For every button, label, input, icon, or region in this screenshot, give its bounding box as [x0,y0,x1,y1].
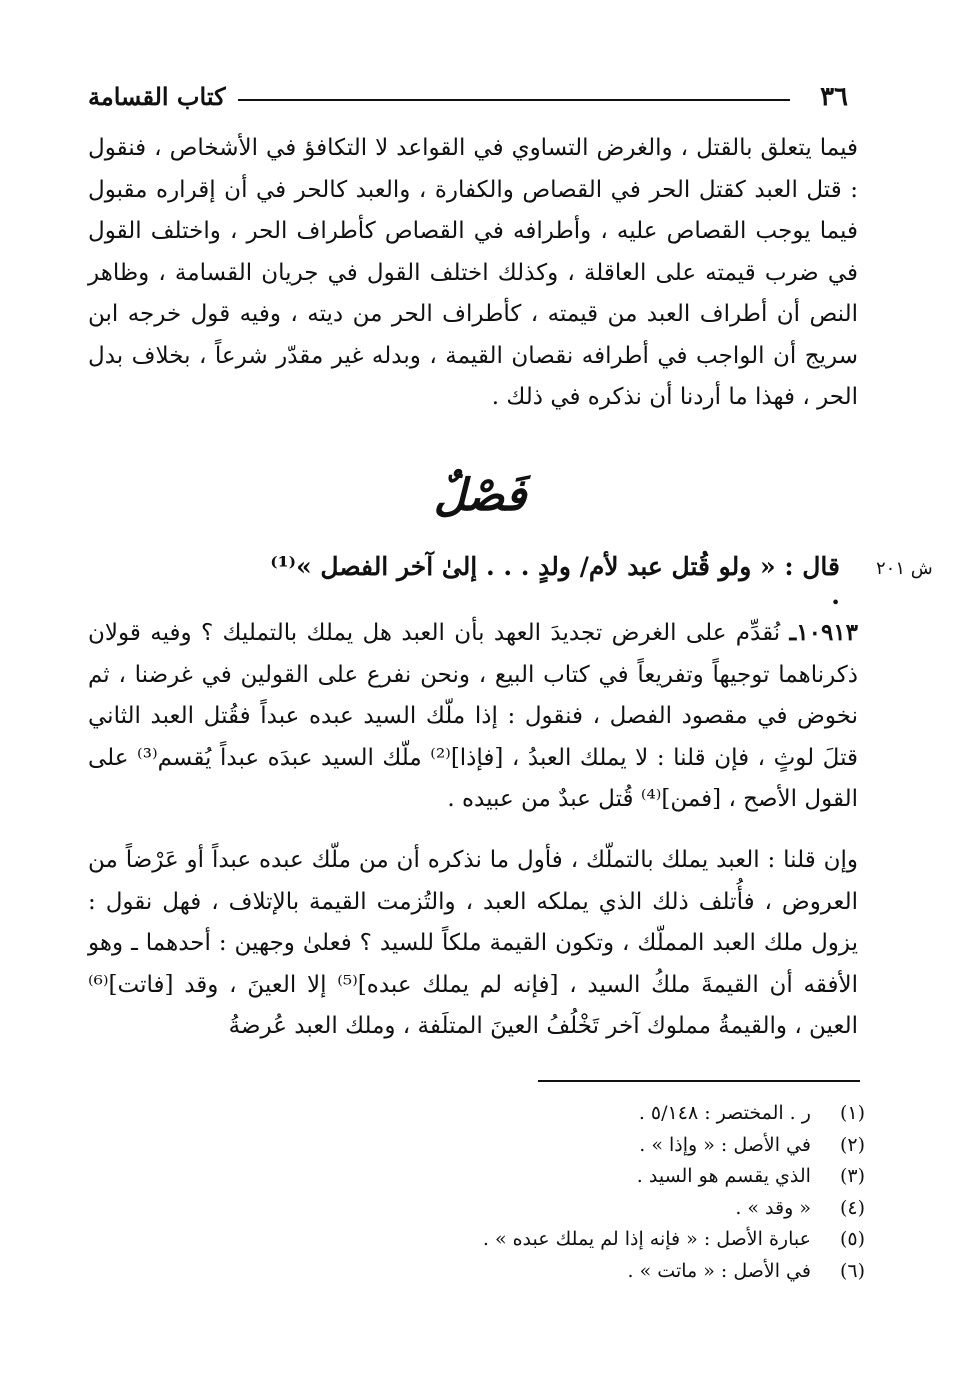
footnote-5 [400,1224,865,1256]
footnote-text: في الأصل : « وإذا » . [639,1133,811,1156]
footnote-6 [400,1256,865,1288]
running-title: كتاب القسامة [88,82,226,111]
footnote-text: الذي يقسم هو السيد . [636,1165,811,1187]
footnote-text: « وقد » . [735,1196,811,1219]
footnote-2 [400,1130,865,1162]
footnote-text: في الأصل : « ماتت » . [627,1259,811,1282]
footnote-number: (٥) [839,1228,865,1250]
header-rule [238,99,790,101]
footnote-number: (١) [839,1102,865,1124]
page-number: ٣٦ [820,82,848,112]
footnote-number: (٤) [839,1196,865,1219]
page-header [88,82,848,112]
paragraph-2-text: نُقدِّم على الغرض تجديدَ العهد بأن العبد هل يملك بالتمليك ؟ وفيه قولان ذكرناهما توجيهاً وتفريعاً في كتاب البيع ، ونحن نفرع على القولين في غرضنا ، ثم نخوض في مقصود الفصل ، فنقول : إذا ملّك السيد عبده عبداً فقُتل العبد الثاني قتلَ لوثٍ ، فإن قلنا : لا يملك العبدُ ، [فإذا]⁽²⁾ ملّك السيد عبدَه عبداً يُقسم⁽³⁾ على القول الأصح ، [فمن]⁽⁴⁾ قُتل عبدٌ من عبيده . [88,620,859,812]
footnote-number: (٣) [839,1165,865,1187]
footnote-3 [400,1161,865,1193]
paragraph-2 [88,612,858,821]
paragraph-3: وإن قلنا : العبد يملك بالتملّك ، فأول ما نذكره أن من ملّك عبده عبداً أو عَرْضاً من العروض ، فأُتلف ذلك الذي يملكه العبد ، والتُزمت القيمة بالإتلاف ، فهل نقول : يزول ملك العبد المملّك ، وتكون القيمة ملكاً للسيد ؟ فعلىٰ وجهين : أحدهما ـ وهو الأفقه أن القيمةَ ملكُ السيد ، [فإنه لم يملك عبده]⁽⁵⁾ إلا العينَ ، وقد [فاتت]⁽⁶⁾ العين ، والقيمةُ مملوك آخر تَخْلُفُ العينَ المتلَفة ، وملك العبد عُرضةُ [88,847,858,1039]
footnote-number: (٢) [839,1133,865,1156]
footnote-1 [400,1098,865,1130]
footnote-text: ر . المختصر : ٥/١٤٨ . [638,1102,811,1124]
section-ornament: فَصْلٌ [433,470,527,521]
footnote-4 [400,1193,865,1225]
paragraph-1: فيما يتعلق بالقتل ، والغرض التساوي في القواعد لا التكافؤ في الأشخاص ، فنقول : قتل العبد كقتل الحر في القصاص والكفارة ، والعبد كالحر في أن إقراره مقبول فيما يوجب القصاص عليه ، وأطرافه في القصاص كأطراف الحر ، واختلف القول في ضرب قيمته على العاقلة ، وكذلك اختلف القول في جريان القسامة ، وظاهر النص أن أطراف العبد من قيمته ، كأطراف الحر من ديته ، وفيه قول خرجه ابن سريج أن الواجب في أطرافه نقصان القيمة ، وبدله غير مقدّر شرعاً ، بخلاف بدل الحر ، فهذا ما أردنا أن نذكره في ذلك . [88,135,858,410]
margin-note: ش ٢٠١ [876,558,933,579]
footnotes [400,1098,865,1287]
paragraph-number: ١٠٩١٣ـ [789,619,859,646]
section-quote: قال : « ولو قُتل عبد لأم/ ولدٍ . . . إلىٰ آخر الفصل »⁽¹⁾ . [270,552,840,610]
footnote-number: (٦) [839,1259,865,1282]
footnote-text: عبارة الأصل : « فإنه إذا لم يملك عبده » . [482,1228,811,1250]
footnote-rule [538,1080,860,1082]
